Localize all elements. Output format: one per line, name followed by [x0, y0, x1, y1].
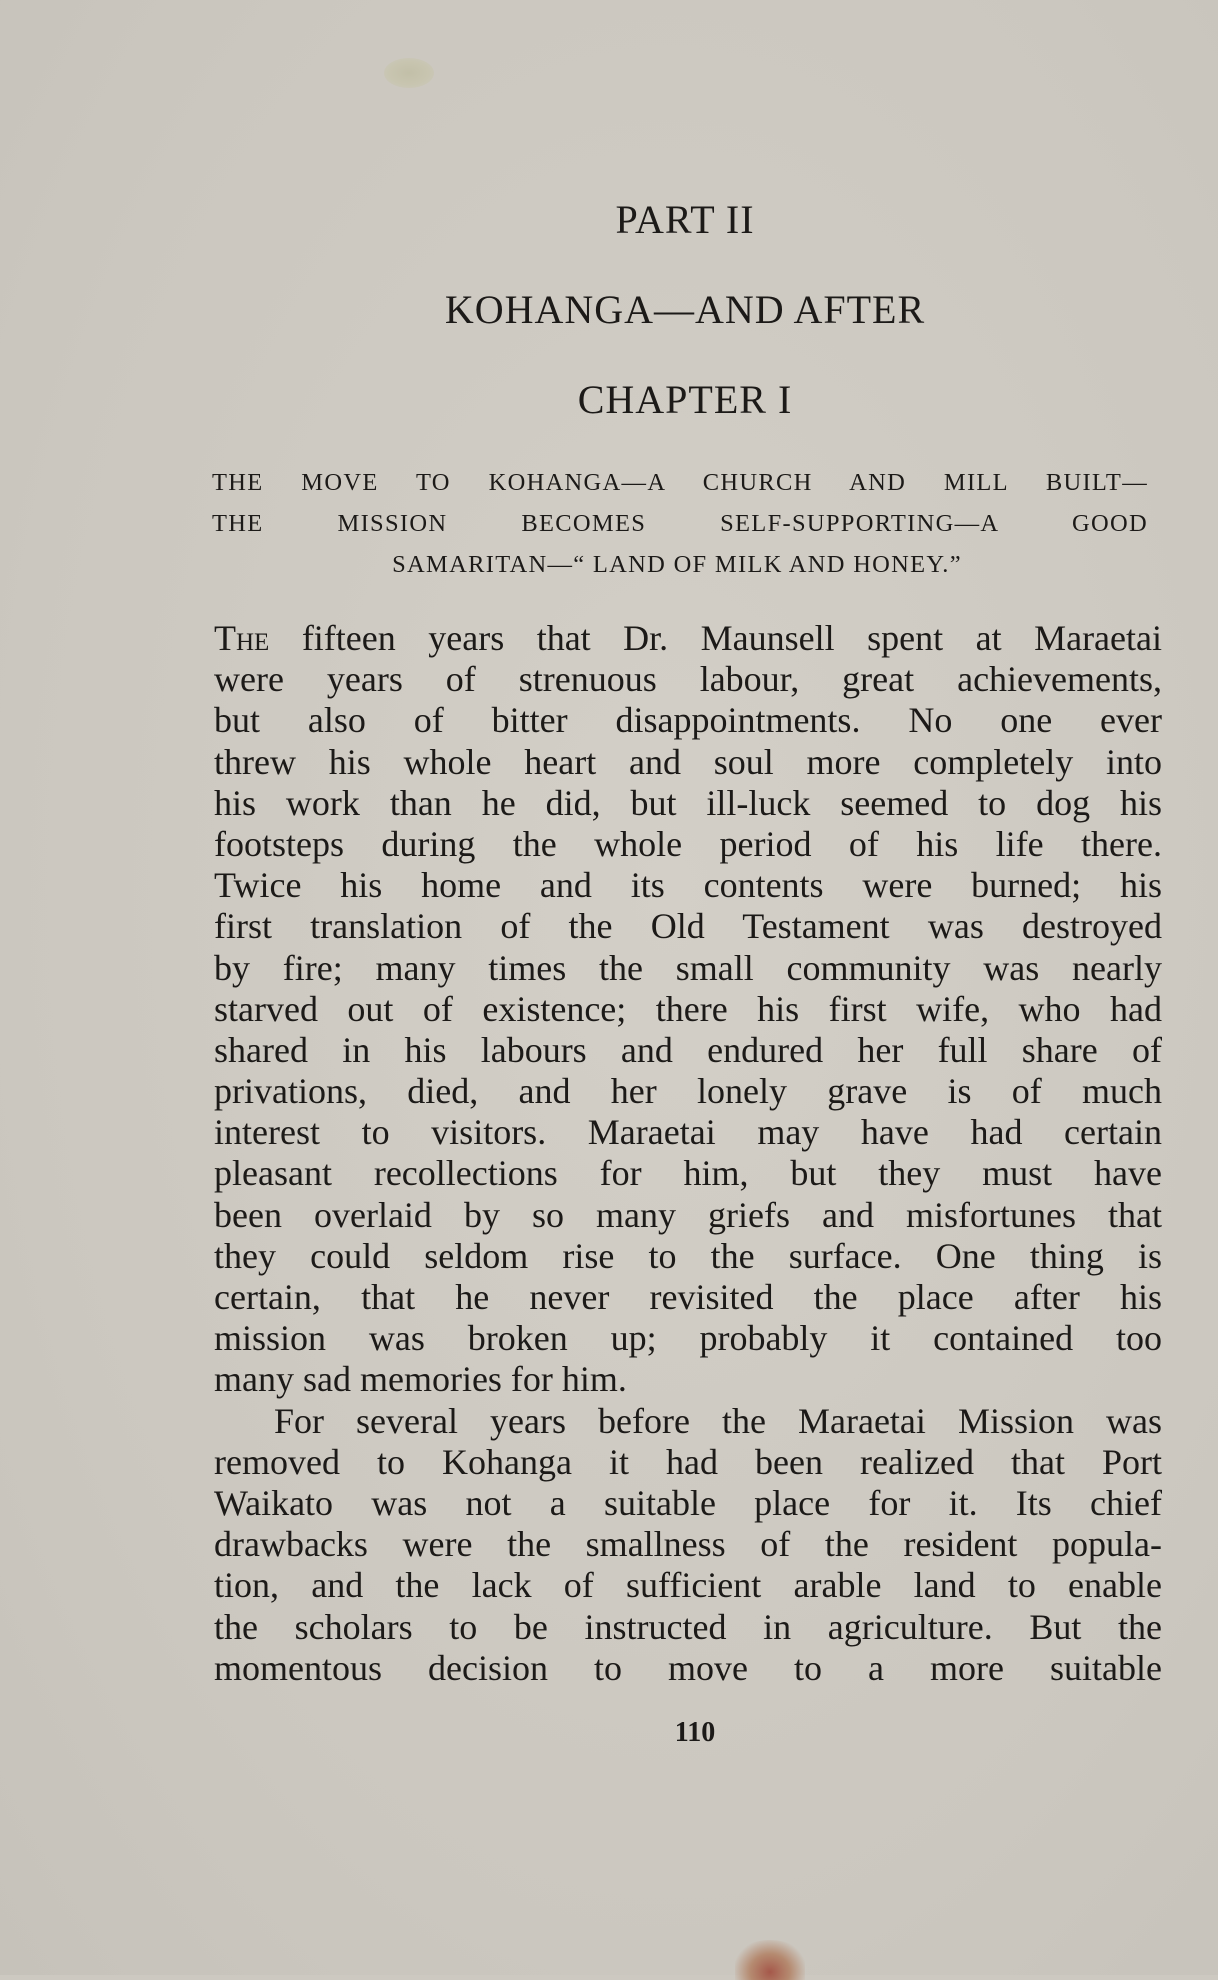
text-line: starved out of existence; there his first wife, who had	[214, 988, 1162, 1029]
drop-word: The	[214, 618, 270, 658]
text-line: many sad memories for him.	[214, 1359, 627, 1400]
text-line: by fire; many times the small community was nearly	[214, 947, 1162, 988]
chapter-heading: CHAPTER I	[577, 377, 793, 422]
summary-line: THE MISSION BECOMES SELF-SUPPORTING—A GOOD	[212, 510, 1148, 537]
text-line: certain, that he never revisited the place after his	[214, 1277, 1162, 1317]
text-line: For several years before the Maraetai Mission was	[274, 1400, 1162, 1441]
paper-stain	[384, 58, 434, 88]
text-line: momentous decision to move to a more suitable	[214, 1647, 1162, 1688]
text-line: interest to visitors. Maraetai may have had certain	[214, 1112, 1162, 1153]
page-number: 110	[674, 1717, 716, 1748]
summary-line: THE MOVE TO KOHANGA—A CHURCH AND MILL BUILT—	[212, 469, 1148, 496]
text-line: privations, died, and her lonely grave is of much	[214, 1071, 1162, 1112]
paper-stain	[735, 1940, 805, 1980]
text-line: removed to Kohanga it had been realized that Port	[214, 1441, 1162, 1482]
text-line	[214, 618, 1162, 659]
text-line: drawbacks were the smallness of the resident popula-	[214, 1524, 1162, 1565]
text-line: but also of bitter disappointments. No one ever	[214, 700, 1162, 741]
text-line: Waikato was not a suitable place for it. Its chief	[214, 1482, 1162, 1523]
body-text	[214, 618, 1162, 1689]
text-line: tion, and the lack of sufficient arable land to enable	[214, 1565, 1162, 1606]
text-line: Twice his home and its contents were burned; his	[214, 865, 1162, 906]
text-line: been overlaid by so many griefs and misfortunes that	[214, 1194, 1162, 1235]
line-text: fifteen years that Dr. Maunsell spent at Maraetai	[269, 618, 1162, 658]
text-line: threw his whole heart and soul more completely into	[214, 741, 1162, 782]
text-line: shared in his labours and endured her full share of	[214, 1029, 1162, 1070]
text-line: pleasant recollections for him, but they must have	[214, 1153, 1162, 1194]
part-heading: PART II	[615, 197, 755, 242]
text-line: the scholars to be instructed in agriculture. But the	[214, 1606, 1162, 1647]
text-line: they could seldom rise to the surface. One thing is	[214, 1235, 1162, 1276]
text-line: mission was broken up; probably it contained too	[214, 1318, 1162, 1359]
text-line: his work than he did, but ill-luck seemed to dog his	[214, 782, 1162, 823]
text-line: footsteps during the whole period of his life there.	[214, 823, 1162, 864]
summary-line: SAMARITAN—“ LAND OF MILK AND HONEY.”	[392, 551, 962, 578]
text-line: were years of strenuous labour, great achievements,	[214, 659, 1162, 700]
chapter-summary	[212, 462, 1162, 585]
text-line: first translation of the Old Testament was destroyed	[214, 906, 1162, 947]
section-title: KOHANGA—AND AFTER	[444, 287, 926, 332]
